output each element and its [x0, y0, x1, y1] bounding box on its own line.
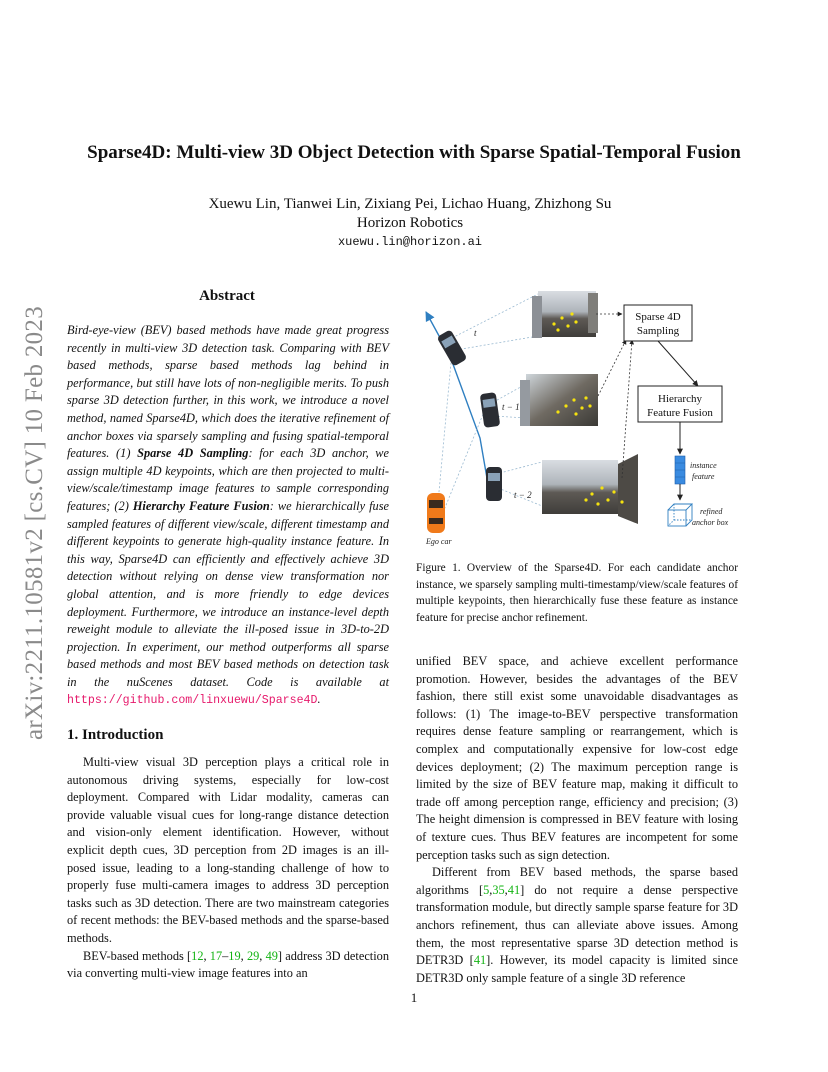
affiliation: Horizon Robotics — [356, 215, 464, 231]
intro-paragraph-3: unified BEV space, and achieve excellent performance promotion. However, besides the advantages of the BEV fashion, there still exist some unavoidable disadvantages as follows: (1) The image-to-BEV perspective transformation requires dense feature sampling or rearrangement, which is complex and computationally expensive for low-cost edge devices deployment; (2) The maximum perception range is limited by the size of BEV feature map, making it difficult to trade off among perception range, efficiency and precision; (3) The height dimension is compressed in BEV feature with losing of texture cues. Thus BEV features are incompetent for some perception tasks such as sign detection. — [416, 654, 738, 862]
abstract-emphasis-fusion: Hierarchy Feature Fusion — [132, 498, 270, 513]
car-t-1 — [480, 392, 501, 428]
ego-car-icon — [427, 493, 445, 533]
code-link[interactable]: https://github.com/linxuewu/Sparse4D — [67, 694, 318, 708]
car-t — [437, 329, 468, 366]
trajectory-arrow — [426, 312, 488, 484]
svg-text:anchor box: anchor box — [692, 518, 729, 527]
image-stack-t — [532, 291, 598, 338]
email: xuewu.lin@horizon.ai — [337, 235, 483, 249]
authors: Xuewu Lin, Tianwei Lin, Zixiang Pei, Lichao Huang, Zhizhong Su — [208, 196, 612, 212]
citation[interactable]: 49 — [265, 948, 278, 963]
intro-paragraph-4: Different from BEV based methods, the sparse based algorithms [5,35,41] do not require a dense perspective transformation module, but directly sample sparse feature for 3D anchors refinement, thus can alleviate above issues. Among them, the most representative sparse 3D detection method is DETR3D [41]. However, its model capacity is limited since DETR3D only sample feature of a single 3D reference — [416, 865, 738, 985]
arxiv-stamp: arXiv:2211.10581v2 [cs.CV] 10 Feb 2023 — [21, 305, 48, 740]
label-ego-car: Ego car — [426, 537, 452, 546]
citation[interactable]: 19 — [228, 948, 241, 963]
paper-title: Sparse4D: Multi-view 3D Object Detection with Sparse Spatial-Temporal Fusion — [87, 142, 741, 163]
intro-paragraph-1: Multi-view visual 3D perception plays a critical role in autonomous driving systems, especially for low-cost deployment. Compared with Lidar modality, cameras can provide valuable visual cues for long-range distance detection and vision-only element identification. However, without explicit depth cues, 3D perception from 2D images is an ill-posed issue, leading to a long-standing challenge of how to properly fuse multi-camera images to address 3D perception tasks such as 3D detection. There are two mainstream categories of recent methods: the BEV-based methods and the sparse-based methods. — [67, 755, 389, 945]
svg-text:Sampling: Sampling — [636, 325, 680, 337]
label-t-2: t − 2 — [514, 490, 532, 500]
figure-caption: Figure 1. Overview of the Sparse4D. For each candidate anchor instance, we sparsely sampling multi-timestamp/view/scale features of multiple keypoints, then hierarchically fuse these feature as instance feature for precise anchor refinement. — [416, 562, 738, 624]
abstract-body: Bird-eye-view (BEV) based methods have made great progress recently in multi-view 3D detection task. Comparing with BEV based methods, sparse based methods lag behind in performance, but still have lots of non-negligible merits. To push sparse 3D detection further, in this work, we introduce a novel method, named Sparse4D, which does the iterative refinement of anchor boxes via sparsely sampling and fusing spatial-temporal features. (1) Sparse 4D Sampling: for each 3D anchor, we assign multiple 4D keypoints, which are then projected to multi-view/scale/timestamp image features to sample corresponding features; (2) Hierarchy Feature Fusion: we hierarchically fuse sampled features of different view/scale, different timestamp and different keypoints to generate high-quality instance feature. In this way, Sparse4D can efficiently and effectively achieve 3D detection without relying on dense view transformation nor global attention, and is more friendly to edge devices deployment. Furthermore, we introduce an instance-level depth reweight module to alleviate the ill-posed issue in 3D-to-2D projection. In experiment, our method outperforms all sparse based methods and most BEV based methods on detection task in the nuScenes dataset. Code is available at https://github.com/linxuewu/Sparse4D. — [67, 323, 390, 708]
instance-feature-icon — [675, 456, 685, 484]
label-t-1: t − 1 — [502, 402, 520, 412]
abstract-emphasis-sampling: Sparse 4D Sampling — [137, 446, 249, 461]
label-t: t — [474, 328, 477, 338]
svg-text:Feature Fusion: Feature Fusion — [647, 407, 713, 419]
citation[interactable]: 17 — [209, 948, 223, 963]
abstract-heading: Abstract — [199, 288, 255, 304]
figure-1 — [416, 288, 738, 550]
citation[interactable]: 41 — [507, 882, 521, 897]
svg-text:feature: feature — [692, 472, 715, 481]
overview-diagram — [416, 288, 738, 550]
car-t-2 — [486, 467, 502, 501]
image-stack-t-1 — [520, 374, 598, 426]
citation[interactable]: 35 — [492, 882, 505, 897]
author-block — [100, 195, 720, 233]
svg-text:Sparse 4D: Sparse 4D — [635, 311, 681, 323]
svg-text:Hierarchy: Hierarchy — [658, 393, 702, 405]
intro-paragraph-2: BEV-based methods [12, 17–19, 29, 49] address 3D detection via converting multi-view image features into an — [67, 948, 390, 981]
citation[interactable]: 41 — [473, 953, 487, 968]
left-column-text — [67, 754, 389, 983]
right-column-text — [416, 653, 738, 987]
svg-text:instance: instance — [690, 461, 717, 470]
citation[interactable]: 12 — [191, 948, 204, 963]
svg-text:refined: refined — [700, 507, 723, 516]
sampling-to-fusion-arrow — [658, 341, 698, 386]
citation[interactable]: 29 — [246, 948, 260, 963]
section-heading-introduction: 1. Introduction — [67, 727, 164, 743]
refined-anchor-box-icon — [668, 504, 692, 526]
image-stack-t-2 — [542, 454, 638, 524]
citation[interactable]: 5 — [483, 882, 490, 897]
page-number: 1 — [410, 990, 418, 1005]
